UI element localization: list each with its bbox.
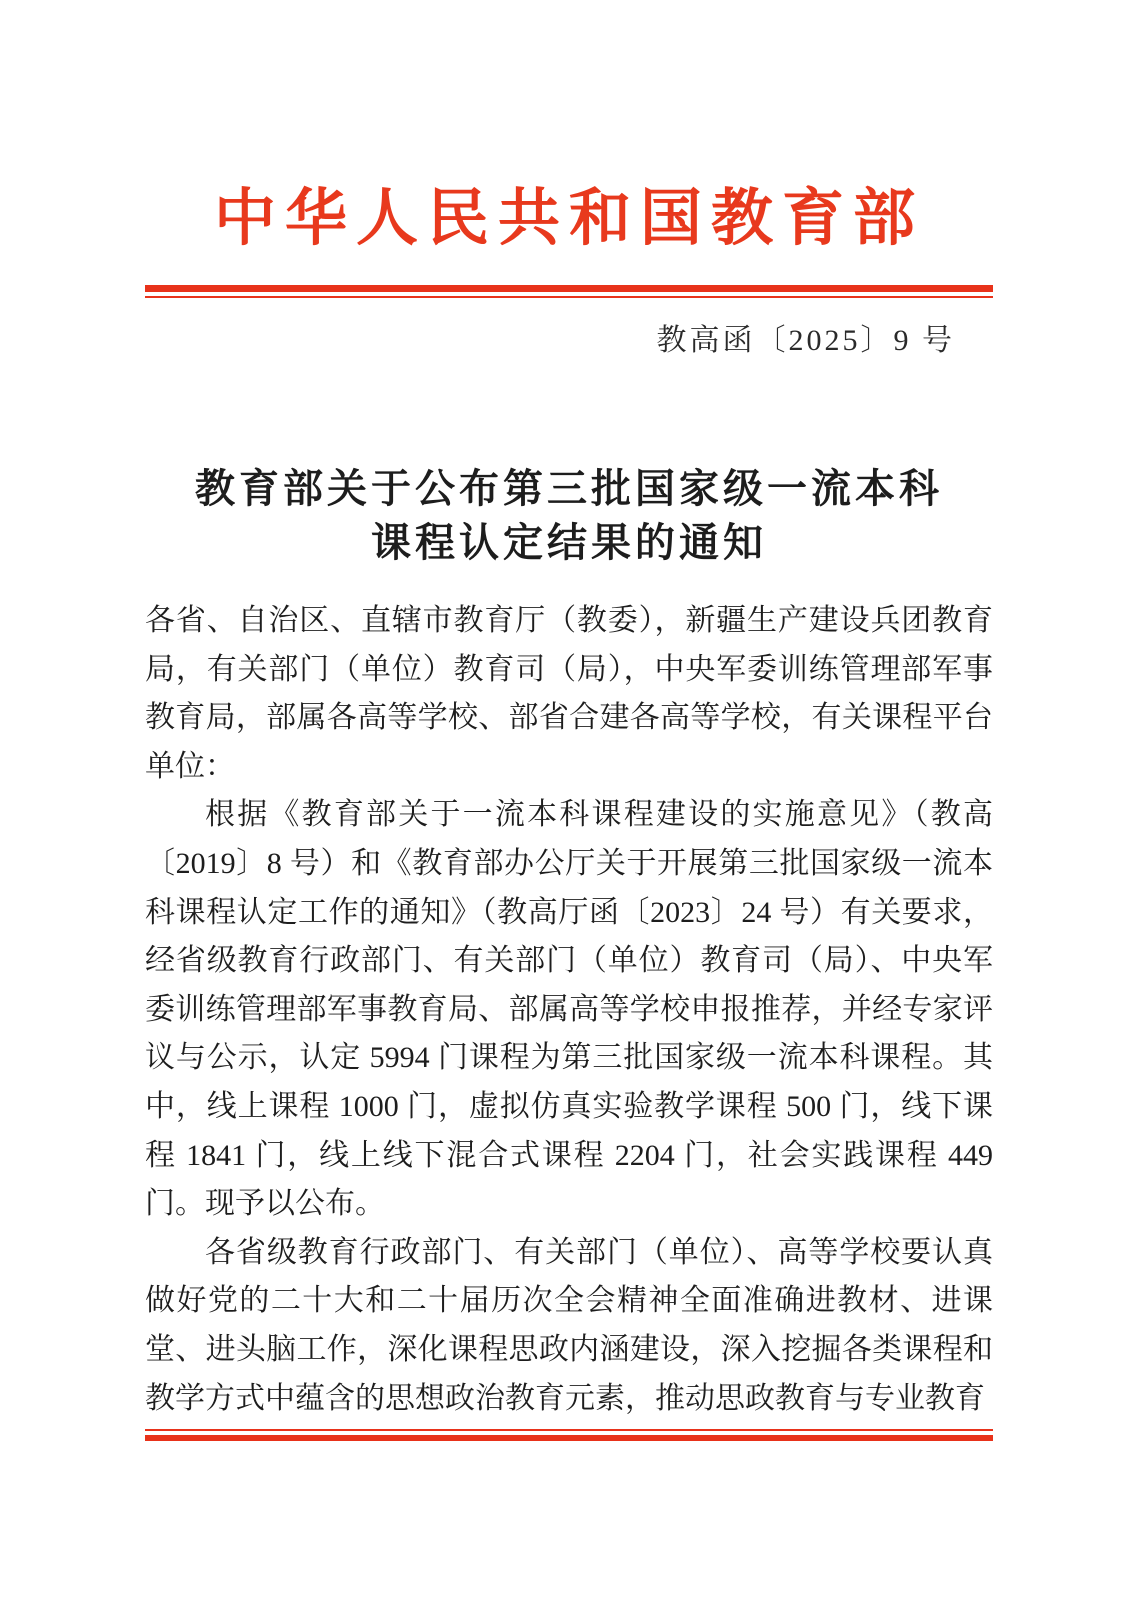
red-separator-bottom [145,1429,993,1441]
document-number: 教高函〔2025〕9 号 [656,324,955,357]
red-separator-top [145,285,993,298]
body-paragraph-salutation: 各省、自治区、直辖市教育厅（教委），新疆生产建设兵团教育局，有关部门（单位）教育司（局），中央军委训练管理部军事教育局，部属各高等学校、部省合建各高等学校，有关课程平台单位： [145,604,993,783]
document-title-line-2: 课程认定结果的通知 [371,520,767,565]
body-paragraph-announcement: 根据《教育部关于一流本科课程建设的实施意见》（教高〔2019〕8 号）和《教育部办公厅关于开展第三批国家级一流本科课程认定工作的通知》（教高厅函〔2023〕24 号）有关要求，经省级教育行政部门、有关部门（单位）教育司（局）、中央军委训练管理部军事教育局、部属高等学校申报推荐，并经专家评议与公示，认定 5994 门课程为第三批国家级一流本科课程。其中，线上课程 1000 门，虚拟仿真实验教学课程 500 门，线下课程 1841 门，线上线下混合式课程 2204 门，社会实践课程 449 门。现予以公布。 [145,798,993,1221]
separator-thick-line [145,285,993,292]
document-title-line-1: 教育部关于公布第三批国家级一流本科 [195,466,943,511]
separator-thin-line [145,296,993,298]
document-title [145,462,993,570]
issuing-agency-letterhead: 中华人民共和国教育部 [213,185,924,253]
document-page [145,0,993,1618]
document-body [145,597,993,1425]
separator-thick-line [145,1435,993,1441]
body-paragraph-requirements: 各省级教育行政部门、有关部门（单位）、高等学校要认真做好党的二十大和二十届历次全会精神全面准确进教材、进课堂、进头脑工作，深化课程思政内涵建设，深入挖掘各类课程和教学方式中蕴含的思想政治教育元素，推动思政教育与专业教育 [145,1235,993,1415]
